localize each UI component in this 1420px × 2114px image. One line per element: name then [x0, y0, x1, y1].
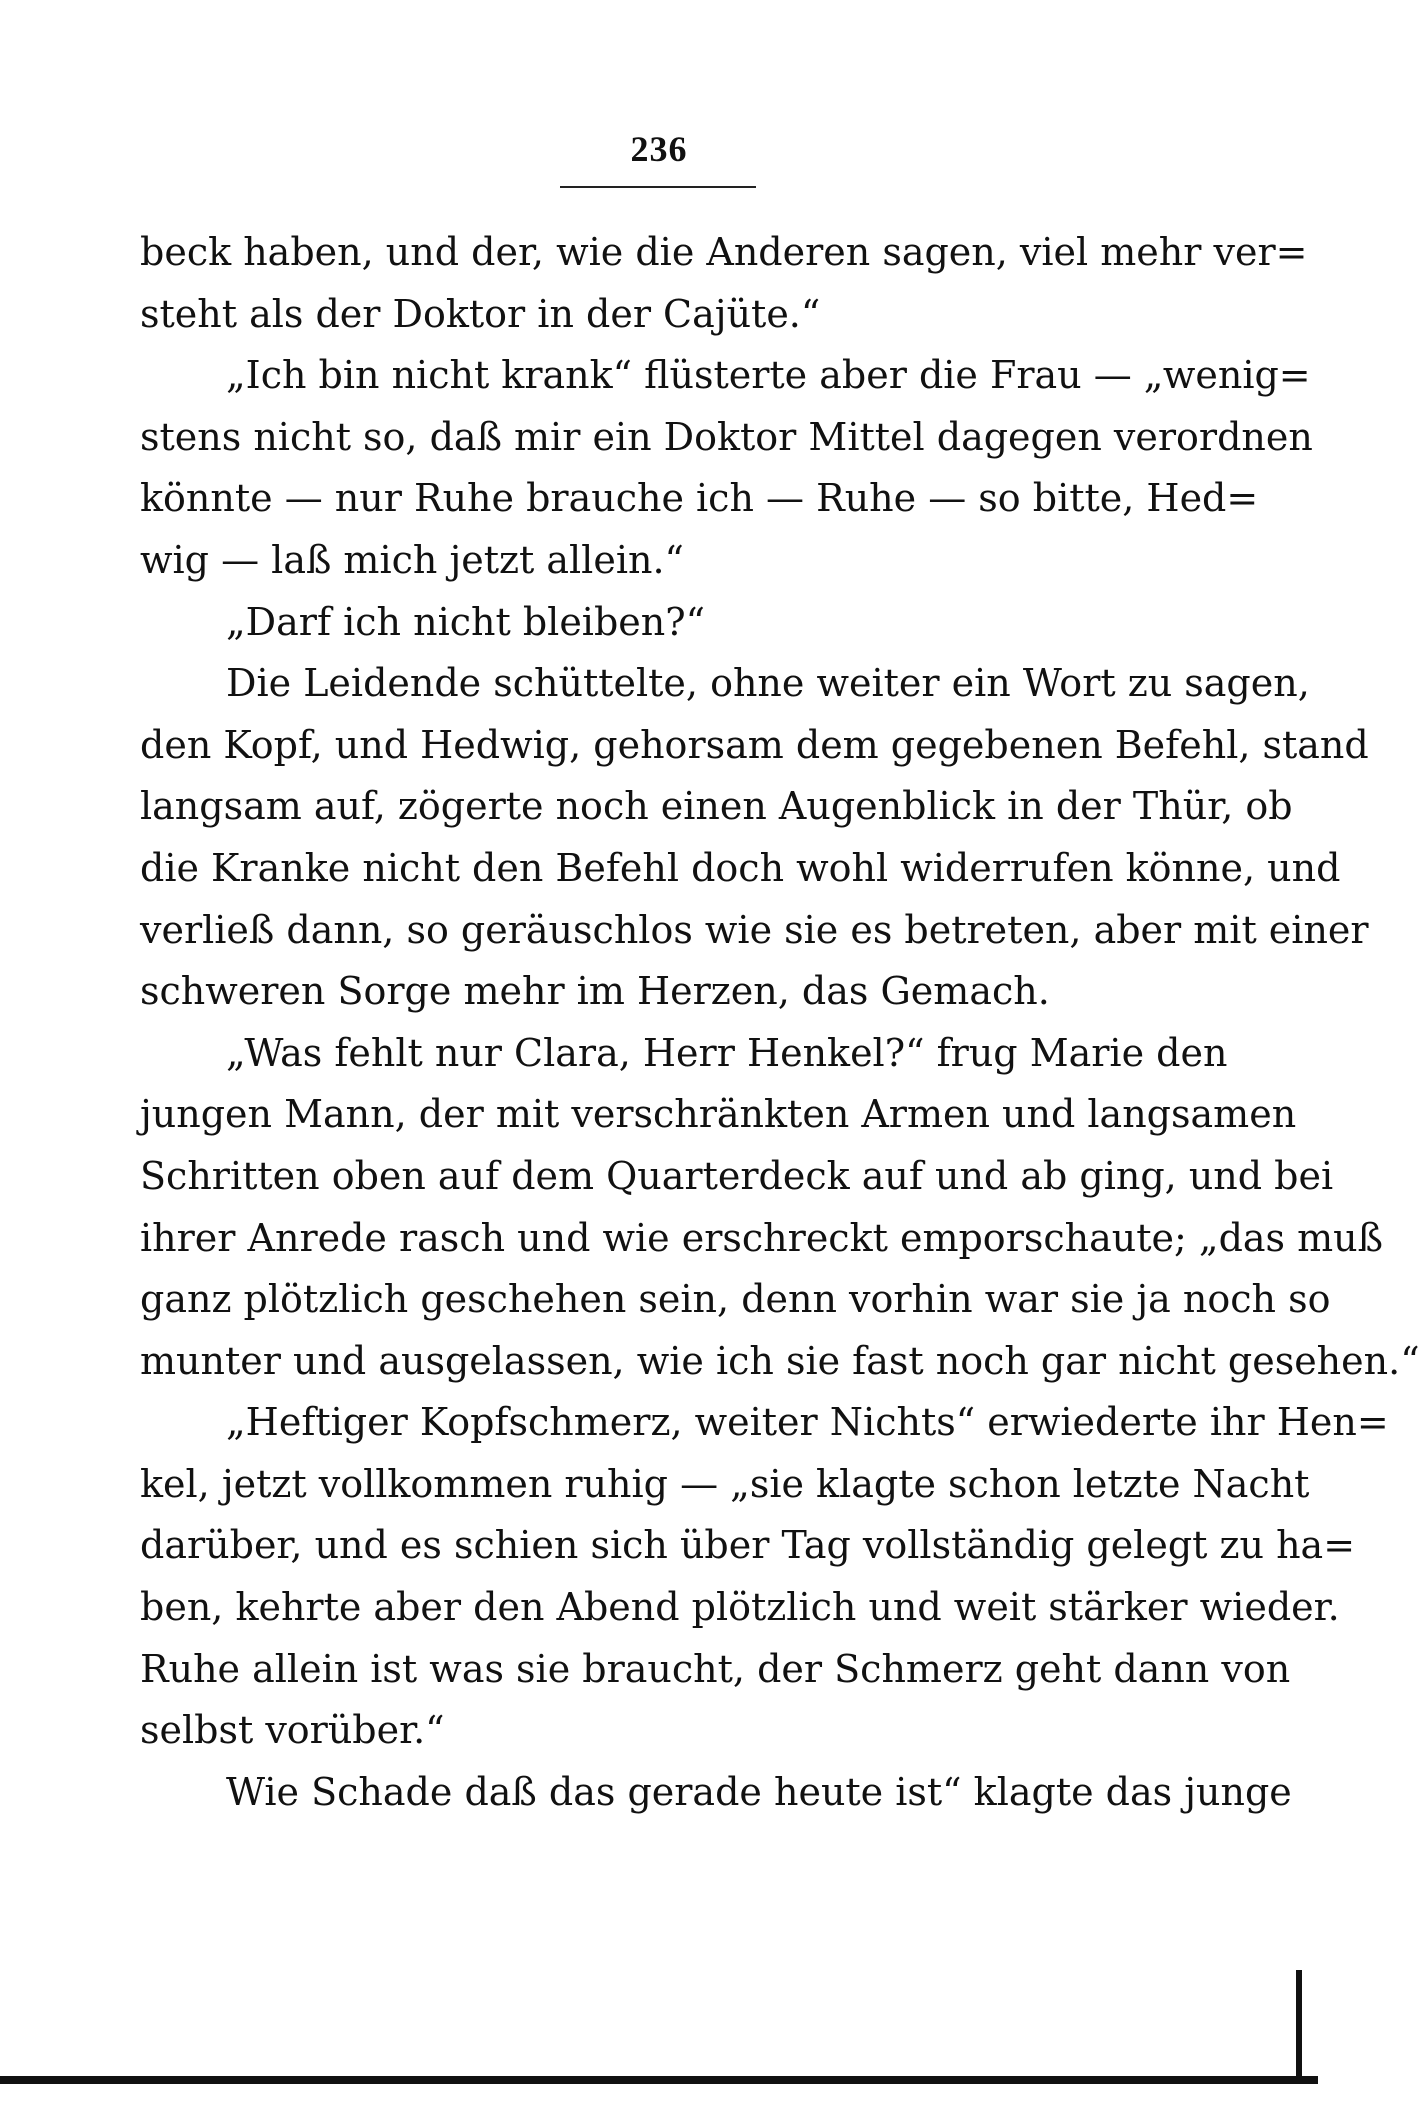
text-line: Die Leidende schüttelte, ohne weiter ein Wort zu sagen,	[226, 661, 1310, 706]
text-line: jungen Mann, der mit verschränkten Armen und langsamen	[140, 1092, 1297, 1137]
text-line: kel, jetzt vollkommen ruhig — „sie klagte schon letzte Nacht	[140, 1461, 1310, 1506]
text-line: langsam auf, zögerte noch einen Augenblick in der Thür, ob	[140, 784, 1293, 829]
text-line: Ruhe allein ist was sie braucht, der Schmerz geht dann von	[140, 1646, 1291, 1691]
text-line: „Was fehlt nur Clara, Herr Henkel?“ frug Marie den	[226, 1030, 1228, 1075]
text-line: Wie Schade daß das gerade heute ist“ klagte das junge	[226, 1769, 1292, 1814]
text-line: ganz plötzlich geschehen sein, denn vorhin war sie ja noch so	[140, 1277, 1331, 1322]
text-line: die Kranke nicht den Befehl doch wohl widerrufen könne, und	[140, 845, 1341, 890]
text-line: „Darf ich nicht bleiben?“	[226, 599, 706, 644]
text-line: darüber, und es schien sich über Tag vollständig gelegt zu ha=	[140, 1523, 1356, 1568]
page-number: 236	[630, 129, 688, 169]
text-line: den Kopf, und Hedwig, gehorsam dem gegebenen Befehl, stand	[140, 722, 1369, 767]
page-edge-mark	[1296, 1970, 1302, 2080]
text-line: wig — laß mich jetzt allein.“	[140, 537, 684, 582]
header-rule	[560, 186, 756, 188]
text-line: „Ich bin nicht krank“ flüsterte aber die Frau — „wenig=	[226, 353, 1311, 398]
text-line: stens nicht so, daß mir ein Doktor Mittel dagegen verordnen	[140, 414, 1313, 459]
text-line: „Heftiger Kopfschmerz, weiter Nichts“ erwiederte ihr Hen=	[226, 1400, 1389, 1445]
text-line: selbst vorüber.“	[140, 1708, 445, 1753]
text-line: ihrer Anrede rasch und wie erschreckt emporschaute; „das muß	[140, 1215, 1384, 1260]
text-line: ben, kehrte aber den Abend plötzlich und weit stärker wieder.	[140, 1585, 1340, 1630]
text-line: schweren Sorge mehr im Herzen, das Gemach.	[140, 969, 1050, 1014]
text-line: könnte — nur Ruhe brauche ich — Ruhe — so bitte, Hed=	[140, 476, 1259, 521]
text-line: Schritten oben auf dem Quarterdeck auf und ab ging, und bei	[140, 1153, 1334, 1198]
text-line: verließ dann, so geräuschlos wie sie es betreten, aber mit einer	[140, 907, 1369, 952]
text-line: munter und ausgelassen, wie ich sie fast noch gar nicht gesehen.“	[140, 1338, 1420, 1383]
bottom-rule	[0, 2076, 1318, 2084]
text-line: beck haben, und der, wie die Anderen sagen, viel mehr ver=	[140, 230, 1308, 274]
body-text	[140, 222, 1420, 1823]
text-line: steht als der Doktor in der Cajüte.“	[140, 291, 821, 336]
